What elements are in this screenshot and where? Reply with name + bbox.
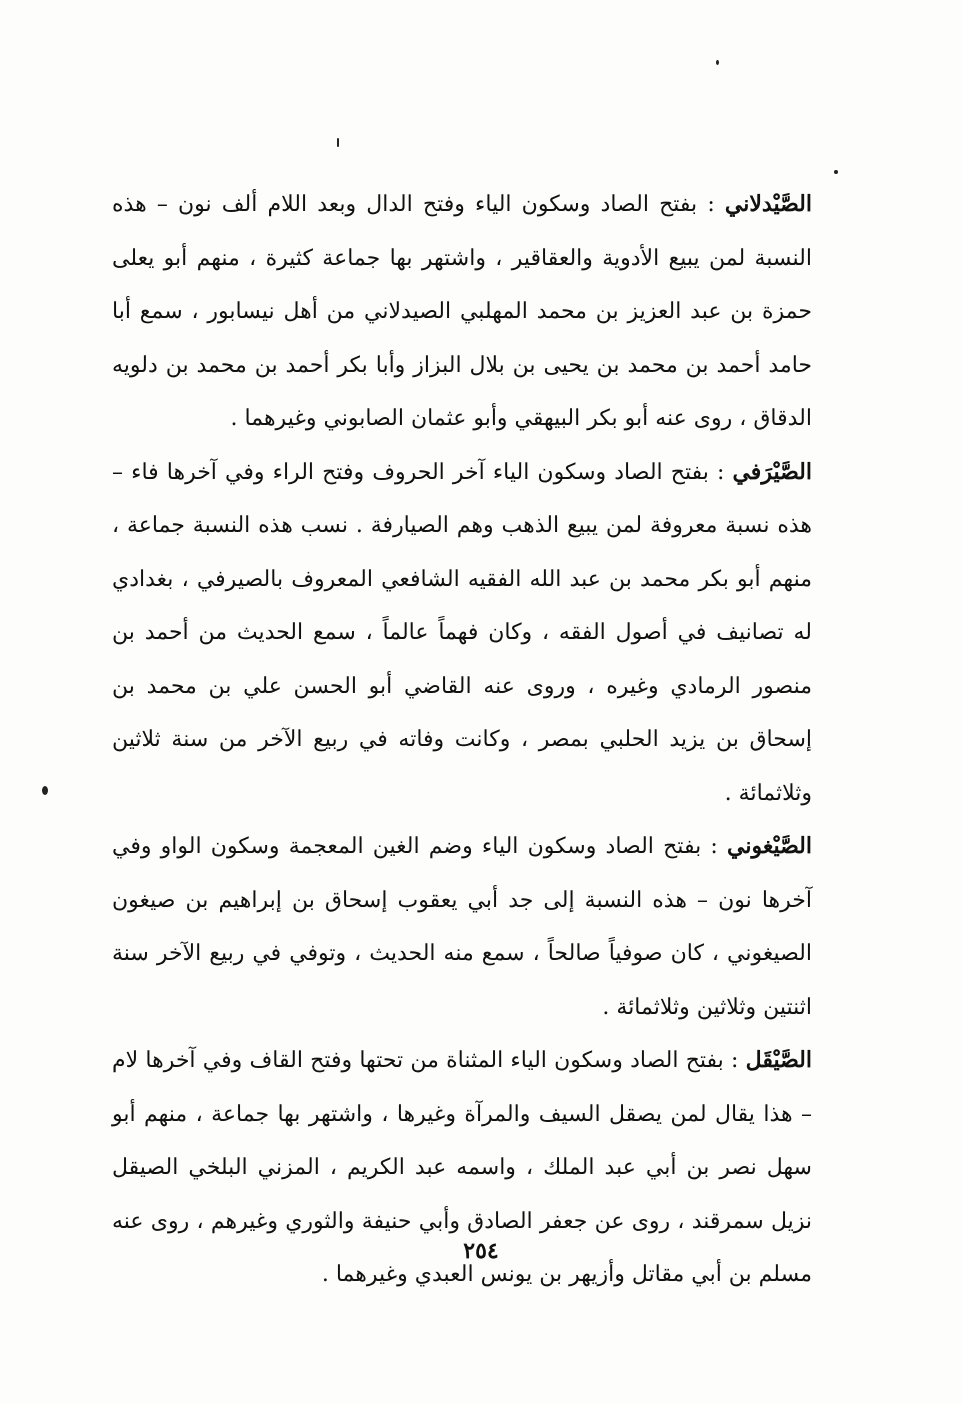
entry-text: : بفتح الصاد وسكون الياء آخر الحروف وفتح الراء وفي آخرها فاء – هذه نسبة معروفة لمن يبيع الذهب وهم الصيارفة . نسب هذه النسبة جماعة ، منهم أبو بكر محمد بن عبد الله الفقيه الشافعي المعروف بالصيرفي ، بغدادي له تصانيف في أصول الفقه ، وكان فهماً عالماً ، سمع الحديث من أحمد بن منصور الرمادي وغيره ، وروى عنه القاضي أبو الحسن علي بن محمد بن إسحاق بن يزيد الحلبي بمصر ، وكانت وفاته في ربيع الآخر من سنة ثلاثين وثلاثمائة . (112, 459, 812, 806)
scan-speck-mark (337, 138, 339, 147)
page-number: ٢٥٤ (463, 1238, 499, 1264)
entry-text: : بفتح الصاد وسكون الياء المثناة من تحتها وفتح القاف وفي آخرها لام – هذا يقال لمن يصقل السيف والمرآة وغيرها ، واشتهر بها جماعة ، منهم أبو سهل نصر بن أبي عبد الملك ، واسمه عبد الكريم ، المزني البلخي الصيقل نزيل سمرقند ، روى عن جعفر الصادق وأبي حنيفة والثوري وغيرهم ، روى عنه مسلم بن أبي مقاتل وأزيهر بن يونس العبدي وغيرهما . (112, 1048, 812, 1287)
body-text (112, 178, 812, 1302)
entry-text: : بفتح الصاد وسكون الياء وضم الغين المعجمة وسكون الواو وفي آخرها نون – هذه النسبة إلى جد أبي يعقوب إسحاق بن إبراهيم بن صيغون الصيغوني ، كان صوفياً صالحاً ، سمع منه الحديث ، وتوفي في ربيع الآخر سنة اثنتين وثلاثين وثلاثمائة . (112, 834, 813, 1020)
scan-speck-mark (42, 786, 48, 795)
entry-headword: الصَّيْقَل (745, 1047, 812, 1073)
scan-speck-mark (716, 60, 719, 65)
entry-sayrafi (112, 446, 812, 821)
scan-speck-mark (834, 170, 838, 174)
entry-saydalani (112, 178, 812, 446)
entry-headword: الصَّيْرَفي (732, 458, 812, 485)
entry-headword: الصَّيْدلاني (724, 191, 812, 217)
entry-text: : بفتح الصاد وسكون الياء وفتح الدال وبعد اللام ألف نون – هذه النسبة لمن يبيع الأدوية والعقاقير ، واشتهر بها جماعة كثيرة ، منهم أبو يعلى حمزة بن عبد العزيز بن محمد المهلبي الصيدلاني من أهل نيسابور ، سمع أبا حامد أحمد بن محمد بن يحيى بن بلال البزاز وأبا بكر أحمد بن محمد بن دلويه الدقاق ، روى عنه أبو بكر البيهقي وأبو عثمان الصابوني وغيرهما . (112, 192, 812, 431)
entry-sayghuni (112, 820, 812, 1034)
entry-headword: الصَّيْغوني (727, 833, 812, 859)
